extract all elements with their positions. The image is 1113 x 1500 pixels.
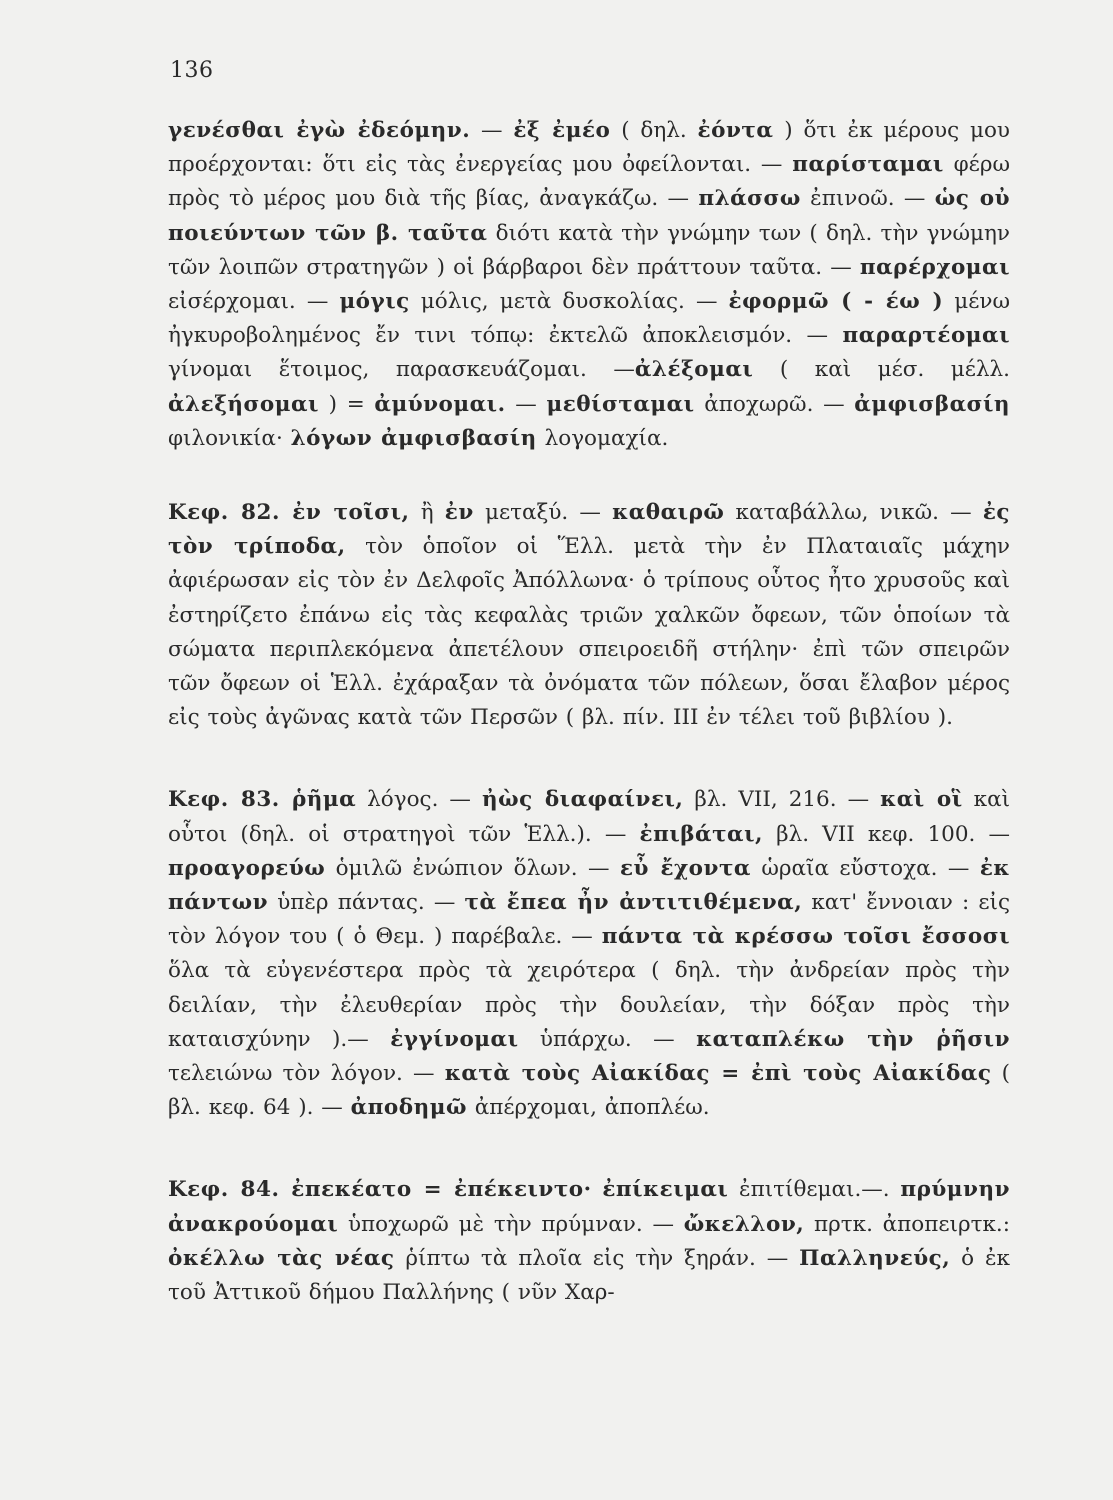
lemma-term: προαγορεύω: [168, 855, 326, 881]
gloss-text: μόλις, μετὰ δυσκολίας. —: [409, 289, 729, 315]
gloss-text: διότι κατὰ τὴν γνώμην των ( δηλ. τὴν γνώμην τῶν λοιπῶν στρατηγῶν ) οἱ βάρβαροι δὲν πράττουν ταῦτα. —: [168, 220, 1010, 280]
page-number: 136: [170, 58, 214, 83]
gloss-text: ὡραῖα εὔστοχα. —: [750, 855, 980, 881]
lemma-term: καὶ οἳ: [880, 787, 963, 813]
gloss-text: [592, 1177, 603, 1202]
gloss-text: μένω ἠγκυροβολημένος ἔν τινι τόπῳ: ἐκτελῶ ἀποκλεισμόν. —: [168, 289, 1010, 349]
lemma-term: τὰ ἔπεα ἦν ἀντιτιθέμενα,: [464, 890, 803, 916]
gloss-text: λογομαχία.: [536, 425, 669, 451]
lemma-term: πρύμνην ἀνακρούομαι: [168, 1177, 1010, 1237]
gloss-text: φέρω πρὸς τὸ μέρος μου διὰ τῆς βίας, ἀναγκάζω. —: [168, 152, 1010, 212]
lemma-term: παραρτέομαι: [842, 323, 1010, 349]
gloss-text: ὅλα τὰ εὐγενέστερα πρὸς τὰ χειρότερα ( δηλ. τὴν ἀνδρείαν πρὸς τὴν δειλίαν, τὴν ἐλευθερίαν πρὸς τὴν δουλείαν, τὴν δόξαν πρὸς τὴν καταισχύνην ).—: [168, 958, 1010, 1052]
gloss-text: γίνομαι ἕτοιμος, παρασκευάζομαι. —: [168, 357, 635, 383]
gloss-text: ὑποχωρῶ μὲ τὴν πρύμναν. —: [338, 1211, 684, 1237]
lemma-term: ἀλέξομαι: [634, 357, 754, 383]
lemma-term: μεθίσταμαι: [546, 391, 695, 417]
gloss-text: λόγος. —: [356, 787, 482, 813]
lemma-term: ἐπιβάται,: [639, 821, 763, 847]
page-body: [168, 114, 1010, 1310]
lemma-term: παρέρχομαι: [859, 254, 1010, 280]
lemma-term: ἀμφισβασίη: [854, 391, 1010, 417]
gloss-text: ( βλ. κεφ. 64 ). —: [168, 1061, 1011, 1121]
lemma-term: ἐπίκειμαι: [602, 1177, 729, 1203]
lemma-term: γενέσθαι ἐγὼ ἐδεόμην.: [168, 118, 471, 143]
lemma-term: πάντα τὰ κρέσσω τοῖσι ἔσσοσι: [601, 924, 1010, 950]
gloss-text: ( καὶ μέσ. μέλλ.: [753, 357, 1010, 383]
lemma-term: Κεφ. 83. ῥῆμα: [168, 787, 357, 813]
gloss-text: ῥίπτω τὰ πλοῖα εἰς τὴν ξηράν. —: [394, 1245, 800, 1271]
gloss-text: ἢ: [409, 500, 445, 526]
lemma-term: Κεφ. 82. ἐν τοῖσι,: [168, 500, 410, 526]
gloss-text: ἀπέρχομαι, ἀποπλέω.: [466, 1095, 710, 1121]
paragraph: [168, 114, 1010, 456]
gloss-text: ( δηλ.: [610, 118, 698, 143]
gloss-text: κατ' ἔννοιαν : εἰς τὸν λόγον του ( ὁ Θεμ. ) παρέβαλε. —: [168, 890, 1010, 950]
gloss-text: ἐπιτίθεμαι.—.: [728, 1177, 901, 1203]
lemma-term: ἐξ ἐμέο: [513, 118, 611, 143]
lemma-term: ἐκ πάντων: [168, 855, 1010, 916]
lemma-term: ὀκέλλω τὰς νέας: [168, 1245, 395, 1271]
gloss-text: —: [470, 118, 514, 143]
lemma-term: ἐφορμῶ ( - έω ): [728, 289, 944, 315]
lemma-term: Κεφ. 84. ἐπεκέατο = ἐπέκειντο·: [168, 1177, 592, 1203]
lemma-term: εὖ ἔχοντα: [619, 855, 751, 881]
gloss-text: ὁ ἐκ τοῦ Ἀττικοῦ δήμου Παλλήνης ( νῦν Χαρ-: [168, 1245, 1010, 1306]
lemma-term: πλάσσω: [698, 186, 801, 212]
lemma-term: ἀποδημῶ: [350, 1095, 467, 1121]
gloss-text: βλ. VII, 216. —: [683, 787, 881, 813]
gloss-text: βλ. VII κεφ. 100. —: [762, 821, 1010, 847]
lemma-term: ἐν: [444, 500, 474, 526]
gloss-text: ) =: [318, 391, 375, 417]
lemma-term: ἀλεξήσομαι: [168, 391, 319, 417]
lemma-term: ἐγγίνομαι: [390, 1026, 519, 1052]
gloss-text: ὑπὲρ πάντας. —: [268, 890, 465, 916]
gloss-text: ἐπινοῶ. —: [800, 186, 935, 212]
lemma-term: καταπλέκω τὴν ῥῆσιν: [696, 1026, 1010, 1052]
gloss-text: εἰσέρχομαι. —: [168, 289, 340, 315]
lemma-term: παρίσταμαι: [792, 152, 944, 178]
gloss-text: τελειώνω τὸν λόγον. —: [168, 1061, 445, 1087]
lemma-term: κατὰ τοὺς Αἰακίδας = ἐπὶ τοὺς Αἰακίδας: [444, 1061, 992, 1087]
lemma-term: ὤκελλον,: [683, 1211, 805, 1237]
gloss-text: ὑπάρχω. —: [518, 1026, 697, 1052]
gloss-text: φιλονικία·: [168, 425, 291, 451]
lemma-term: ἠὼς διαφαίνει,: [481, 787, 684, 813]
paragraph: [168, 783, 1010, 1125]
lemma-term: ἐόντα: [697, 118, 774, 143]
paragraph: [168, 1173, 1010, 1310]
lemma-term: καθαιρῶ: [612, 500, 725, 526]
lemma-term: ἐς τὸν τρίποδα,: [168, 500, 1010, 560]
gloss-text: μεταξύ. —: [473, 500, 613, 526]
paragraph: [168, 496, 1010, 735]
lemma-term: Παλληνεύς,: [799, 1245, 951, 1271]
gloss-text: —: [505, 391, 547, 417]
gloss-text: πρτκ. ἀποπειρτκ.:: [804, 1211, 1011, 1237]
gloss-text: ἀποχωρῶ. —: [694, 391, 855, 417]
gloss-text: καταβάλλω, νικῶ. —: [724, 500, 983, 526]
lemma-term: λόγων ἀμφισβασίη: [290, 425, 537, 451]
gloss-text: καὶ οὗτοι (δηλ. οἱ στρατηγοὶ τῶν Ἑλλ.). —: [168, 787, 1011, 847]
gloss-text: ὁμιλῶ ἐνώπιον ὅλων. —: [325, 855, 620, 881]
lemma-term: μόγις: [339, 289, 410, 315]
lemma-term: ἀμύνομαι.: [374, 391, 506, 417]
gloss-text: τὸν ὁποῖον οἱ Ἕλλ. μετὰ τὴν ἐν Πλαταιαῖς μάχην ἀφιέρωσαν εἰς τὸν ἐν Δελφοῖς Ἀπόλλωνα· ὁ τρίπους οὗτος ἦτο χρυσοῦς καὶ ἐστηρίζετο ἐπάνω εἰς τὰς κεφαλὰς τριῶν χαλκῶν ὄφεων, τῶν ὁποίων τὰ σώματα περιπλεκόμενα ἀπετέλουν σπειροειδῆ στήλην· ἐπὶ τῶν σπειρῶν τῶν ὄφεων οἱ Ἑλλ. ἐχάραξαν τὰ ὀνόματα τῶν πόλεων, ὅσαι ἔλαβον μέρος εἰς τοὺς ἀγῶνας κατὰ τῶν Περσῶν ( βλ. πίν. III ἐν τέλει τοῦ βιβλίου ).: [168, 534, 1011, 731]
lemma-term: ὡς οὐ ποιεύντων τῶν β. ταῦτα: [168, 186, 1010, 246]
gloss-text: ) ὅτι ἐκ μέρους μου προέρχονται: ὅτι εἰς τὰς ἐνεργείας μου ὀφείλονται. —: [168, 118, 1010, 178]
